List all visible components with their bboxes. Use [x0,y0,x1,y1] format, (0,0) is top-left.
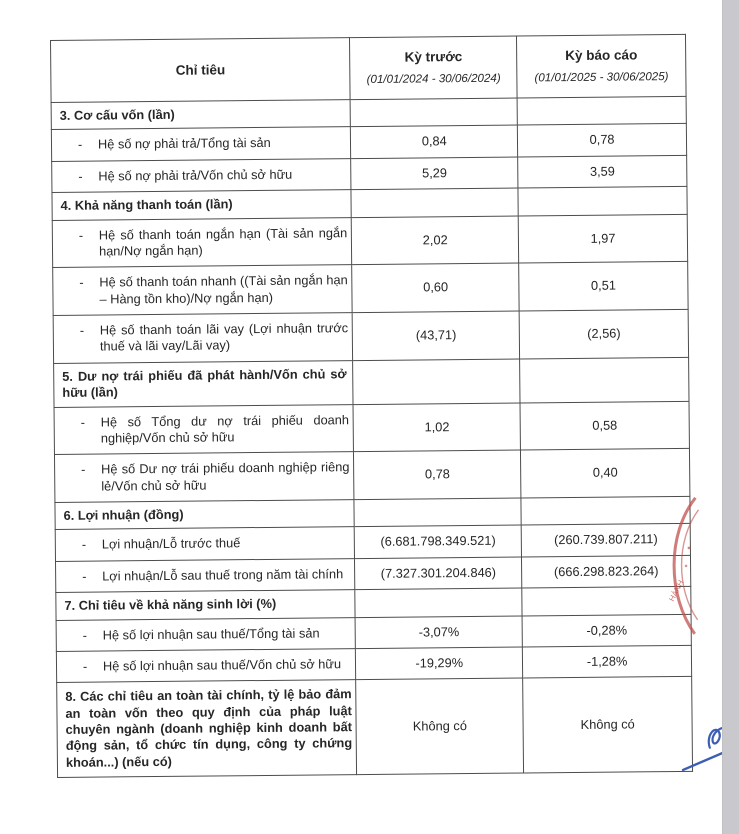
report-period-value: 3,59 [518,155,687,188]
prev-period-value: (7.327.301.204.846) [355,557,522,590]
dash-bullet: - [82,627,88,643]
prev-period-value [351,188,518,217]
dash-bullet: - [81,537,87,553]
prev-period-value: 0,60 [352,263,519,312]
row-label-cell [53,313,353,364]
row-label-cell: 4. Khả năng thanh toán (lần) [52,190,352,220]
table-row [54,357,689,407]
dash-bullet: - [82,658,88,674]
table-row [57,677,693,778]
stamp-text: HÀNH [667,578,686,603]
table-body [51,96,692,777]
prev-period-value: 1,02 [353,403,520,452]
report-period-value: -1,28% [523,645,692,678]
dash-bullet: - [79,274,84,290]
dash-bullet: - [78,168,83,184]
row-label-cell [54,404,354,455]
header-row [51,34,687,102]
row-label-cell: 8. Các chỉ tiêu an toàn tài chính, tỷ lệ bảo đảm an toàn vốn theo quy định của pháp luật chuyên ngành (doanh nghiệp kinh doanh bất động sản, tổ chức tín dụng, công ty chứng khoán...) (nếu có) [57,680,357,778]
row-label: Hệ số thanh toán ngắn hạn (Tài sản ngắn hạn/Nợ ngắn hạn) [98,224,348,259]
report-period-title: Kỳ báo cáo [565,47,638,64]
row-label-cell [54,452,354,503]
prev-period-value: (6.681.798.349.521) [355,525,522,558]
scanned-sheet [50,34,693,778]
row-label: Hệ số thanh toán nhanh ((Tài sản ngắn hạn – Hàng tồn kho)/Nợ ngắn hạn) [99,272,348,307]
table-header [51,34,687,102]
prev-period-range: (01/01/2024 - 30/06/2024) [366,71,501,87]
report-period-value: Không có [523,677,693,773]
row-label-cell: 3. Cơ cấu vốn (lần) [51,100,351,130]
row-label: Lợi nhuận/Lỗ sau thuế trong năm tài chính [102,565,344,584]
report-period-value: 0,78 [518,124,687,157]
report-period-value: 1,97 [518,214,687,263]
row-label: Hệ số Dư nợ trái phiếu doanh nghiệp riêng lẻ/Vốn chủ sở hữu [101,459,350,494]
header-prev-period [350,36,517,100]
prev-period-value: 0,84 [351,125,518,158]
header-criteria: Chỉ tiêu [51,38,351,103]
row-label-cell: 6. Lợi nhuận (đồng) [55,500,355,530]
row-label-cell [55,527,355,561]
row-label: Lợi nhuận/Lỗ trước thuế [101,535,241,552]
report-period-value: (260.739.807.211) [521,524,690,557]
row-label-cell: 5. Dư nợ trái phiếu đã phát hành/Vốn chủ sở hữu (lần) [54,360,354,407]
report-period-value: (666.298.823.264) [522,555,691,588]
report-period-value: 0,40 [521,449,690,498]
prev-period-value: -19,29% [356,647,523,680]
dash-bullet: - [78,227,84,243]
row-label: Hệ số thanh toán lãi vay (Lợi nhuận trước thuế và lãi vay/Lãi vay) [99,320,349,354]
prev-period-value [355,588,522,617]
report-period-value [521,496,690,525]
table-row [53,309,688,363]
row-label: Hệ số nợ phải trả/Vốn chủ sở hữu [98,166,293,184]
table-row [54,401,689,455]
table-row [54,449,689,503]
header-report-period [517,34,686,98]
row-label: Hệ số lợi nhuận sau thuế/Vốn chủ sở hữu [102,656,342,674]
report-period-range: (01/01/2025 - 30/06/2025) [534,70,669,85]
report-period-value: 0,58 [520,401,689,450]
row-label-cell [53,265,353,316]
row-label: Hệ số nợ phải trả/Tổng tài sản [97,135,271,152]
row-label-cell [56,617,356,651]
row-label: Hệ số Tổng dư nợ trái phiếu doanh nghiệp/Vốn chủ sở hữu [100,411,350,446]
report-period-value: 0,51 [519,262,688,311]
prev-period-value: (43,71) [352,311,519,360]
prev-period-value: 0,78 [354,450,521,499]
prev-period-value [354,498,521,527]
row-label: Hệ số lợi nhuận sau thuế/Tổng tài sản [102,624,320,643]
prev-period-title: Kỳ trước [404,48,463,65]
row-label-cell [52,158,352,192]
row-label-cell [56,648,356,682]
row-label-cell [51,127,351,161]
dash-bullet: - [80,414,86,430]
dash-bullet: - [82,568,87,584]
prev-period-value: -3,07% [355,615,522,648]
table-row [53,262,688,316]
report-period-value [518,187,687,216]
report-period-value [520,357,689,402]
report-period-value: (2,56) [519,309,688,358]
financial-indicators-table [50,34,693,778]
row-label-cell [56,558,356,592]
prev-period-value [350,98,517,127]
report-period-value [517,96,686,125]
dash-bullet: - [81,461,86,477]
scan-edge-band [722,0,739,834]
report-period-value [522,586,691,615]
prev-period-value: 2,02 [352,216,519,265]
row-label-cell [52,217,352,268]
row-label-cell: 7. Chỉ tiêu về khả năng sinh lời (%) [56,590,356,620]
prev-period-value [353,359,520,404]
prev-period-value: 5,29 [351,157,518,190]
dash-bullet: - [77,137,83,153]
dash-bullet: - [79,322,85,338]
prev-period-value: Không có [356,678,524,774]
report-period-value: -0,28% [522,614,691,647]
table-row [52,214,687,268]
